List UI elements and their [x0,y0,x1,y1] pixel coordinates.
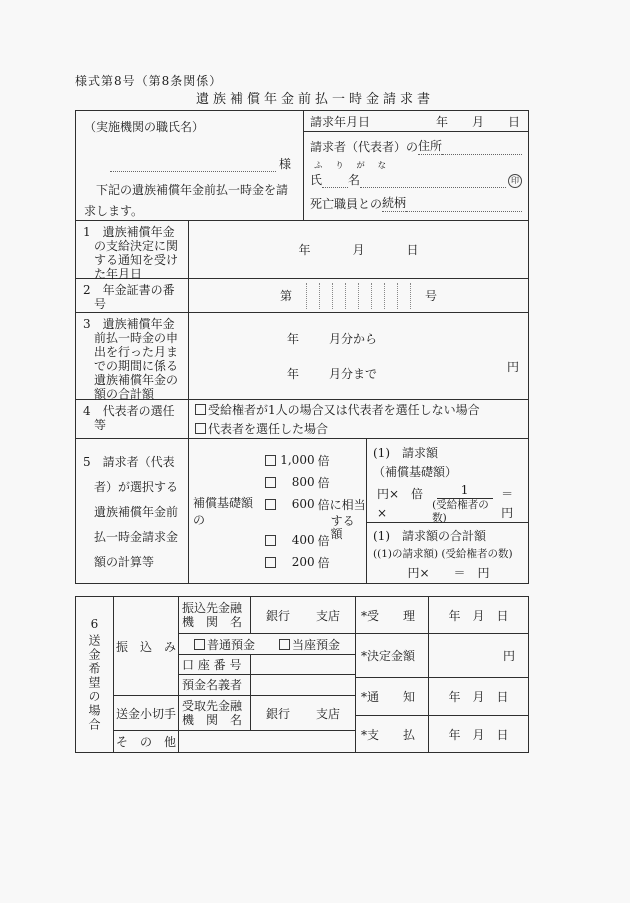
month-label: 月 [471,114,484,129]
section-5-calculation [76,439,528,583]
checkbox-200x[interactable] [265,557,276,568]
section-2-pension-cert-no [76,279,528,313]
certificate-number-cells[interactable] [306,283,411,309]
fraction-numerator: 1 [437,483,493,499]
request-date-row [304,111,528,132]
checkbox-current-deposit[interactable] [279,639,290,650]
remittance-table [75,596,529,753]
payment-date[interactable]: 年 月 日 [448,727,509,742]
name-fill-line[interactable] [360,175,506,188]
period-from-line: 年 月分から [287,332,378,347]
year-label: 年 [287,366,300,381]
relation-line: 死亡職員との 続柄 [310,194,522,212]
form-title: 遺族補償年金前払一時金請求書 [195,92,434,107]
account-type-row [179,634,355,655]
checkbox-ordinary-deposit[interactable] [194,639,205,650]
other-method-label: そ の 他 [114,731,179,752]
branch-label: 支店 [316,608,341,623]
section-6-title: 送金希望の場合 [87,634,101,732]
main-table [75,110,529,584]
gou-label: 号 [425,289,438,303]
option-ordinary-deposit: 普通預金 [194,636,255,653]
checkbox-representative-selected[interactable] [195,423,206,434]
notification-label: *通 知 [356,678,429,715]
payment-row [356,716,528,752]
account-holder-input[interactable] [251,675,355,695]
checkbox-1000x[interactable] [265,455,276,466]
remittance-check-block [114,696,355,731]
option-600x-continued: する額 [330,514,355,541]
claim-total-formula[interactable]: 円× ＝ 円 [407,566,490,580]
option-no-representative: 受給権者が1人の場合又は代表者を選任しない場合 [195,401,528,418]
checkbox-600x[interactable] [265,499,276,510]
claim-total-subtitle: ((1)の請求額) (受給権者の数) [373,548,513,560]
addressee-suffix: 様 [278,157,291,171]
bank-transfer-block [114,597,355,696]
notification-date[interactable]: 年 月 日 [448,690,509,704]
account-number-label: 口 座 番 号 [179,655,251,674]
option-600x: 600 倍に相当 [265,493,366,515]
section-5-content [189,439,528,583]
notification-row [356,678,528,716]
agency-cell [76,111,304,220]
header-row [76,111,528,221]
surname-label: 氏 [310,172,323,187]
multiplier-options [265,449,366,573]
claim-total-cell [367,523,528,583]
section-1-content[interactable] [189,221,528,278]
relation-fill-line[interactable] [406,199,522,212]
address-line: 請求者（代表者）の 住所 [310,137,522,155]
request-date-ymd [436,113,520,130]
furigana-label: ふ り が な [314,160,392,171]
givenname-label: 名 [348,172,361,187]
addressee-line [110,155,291,172]
payment-label: *支 払 [356,716,429,752]
claim-amount-subtitle: （補償基礎額） [373,465,458,479]
transfer-bank-row [179,597,355,634]
seal-icon: 印 [508,174,522,188]
agency-label: （実施機関の職氏名） [84,120,205,134]
fraction [432,483,497,525]
remittance-method-columns [114,597,356,752]
option-800x: 800 倍 [265,471,366,493]
declaration-text: 下記の遺族補償年金前払一時金を請 求します。 [84,183,289,218]
addressee-fill-line[interactable] [110,158,276,172]
remittance-check-label: 送金小切手 [114,696,179,730]
day-label: 日 [406,243,419,257]
claim-amount-formula[interactable]: 円× 倍× $\frac{1}{\text{(受給権者の数)}}$ ＝円 [377,483,514,524]
section-3-label: 3 遺族補償年金 前払一時金の申 出を行った月ま での期間に係る 遺族補償年金の 額の合計額 [76,313,189,399]
checkbox-400x[interactable] [265,535,276,546]
option-200x: 200 倍 [265,551,366,573]
section-5-label: 5 請求者（代表 者）が選択する 遺族補償年金前 払一時金請求金 額の計算等 [76,439,189,583]
section-4-content [189,400,528,438]
section-4-label: 4 代表者の選任 等 [76,400,189,438]
base-amount-label: 補償基礎額の [193,496,254,527]
option-representative-selected: 代表者を選任した場合 [195,420,528,437]
acceptance-date[interactable]: 年 月 日 [448,608,509,623]
multiplier-options-cell [189,439,367,583]
option-1000x: 1,000 倍 [265,449,366,471]
address-fill-line[interactable] [442,142,522,155]
yen-label: 円 [506,360,519,374]
day-label: 日 [507,114,520,129]
other-method-input[interactable] [179,731,355,752]
account-number-row [179,655,355,675]
year-label: 年 [298,243,311,257]
account-number-input[interactable] [251,655,355,674]
section-3-content[interactable] [189,313,528,399]
fraction-denominator: (受給権者の数) [432,499,489,524]
period-to-line: 年 月分まで [287,366,378,381]
transfer-bank-input[interactable] [251,597,355,633]
option-current-deposit: 当座預金 [279,636,340,653]
claimant-info [304,132,528,220]
month-label: 月 [352,243,365,257]
section-1-label: 1 遺族補償年金 の支給決定に関 する通知を受け た年月日 [76,221,189,278]
calculation-cells [367,439,528,583]
claim-amount-cell [367,439,528,523]
bank-label: 銀行 [265,706,290,721]
decided-amount-row [356,634,528,678]
year-label: 年 [287,332,300,347]
form-number: 様式第8号（第8条関係） [75,74,223,88]
checkbox-no-representative[interactable] [195,404,206,415]
remittance-group-cell [76,597,114,752]
claim-total-title: (1) 請求額の合計額 [373,529,486,543]
section-1-notice-date [76,221,528,279]
decided-amount-label: *決定金額 [356,634,429,677]
option-400x: 400 倍 [265,529,366,551]
address-word: 住所 [418,139,443,153]
acceptance-row [356,597,528,634]
claimant-cell [304,111,528,220]
name-block [310,162,522,188]
transfer-bank-label: 振込先金融 機 関 名 [179,597,251,633]
bank-label: 銀行 [265,608,290,623]
checkbox-800x[interactable] [265,477,276,488]
relation-word: 続柄 [382,196,407,210]
year-label: 年 [435,114,448,129]
receiving-bank-input[interactable] [251,696,355,730]
request-date-label: 請求年月日 [310,114,371,129]
account-holder-label: 預金名義者 [179,675,251,695]
receiving-bank-label: 受取先金融 機 関 名 [179,696,251,730]
section-4-representative [76,400,528,439]
name-fill-gap[interactable] [322,175,348,188]
account-holder-row [179,675,355,695]
other-method-block [114,731,355,752]
section-2-label: 2 年金証書の番 号 [76,279,189,312]
section-6-number: 6 [90,617,99,631]
decided-amount-value[interactable]: 円 [502,649,515,663]
branch-label: 支店 [316,706,341,721]
bank-transfer-label: 振 込 み [114,597,179,695]
section-2-content [189,279,528,312]
section-3-total-amount [76,313,528,400]
dai-label: 第 [279,289,292,303]
office-use-columns [356,597,528,752]
name-line [310,171,522,188]
claim-amount-title: (1) 請求額 [373,446,438,460]
acceptance-label: *受 理 [356,597,429,633]
